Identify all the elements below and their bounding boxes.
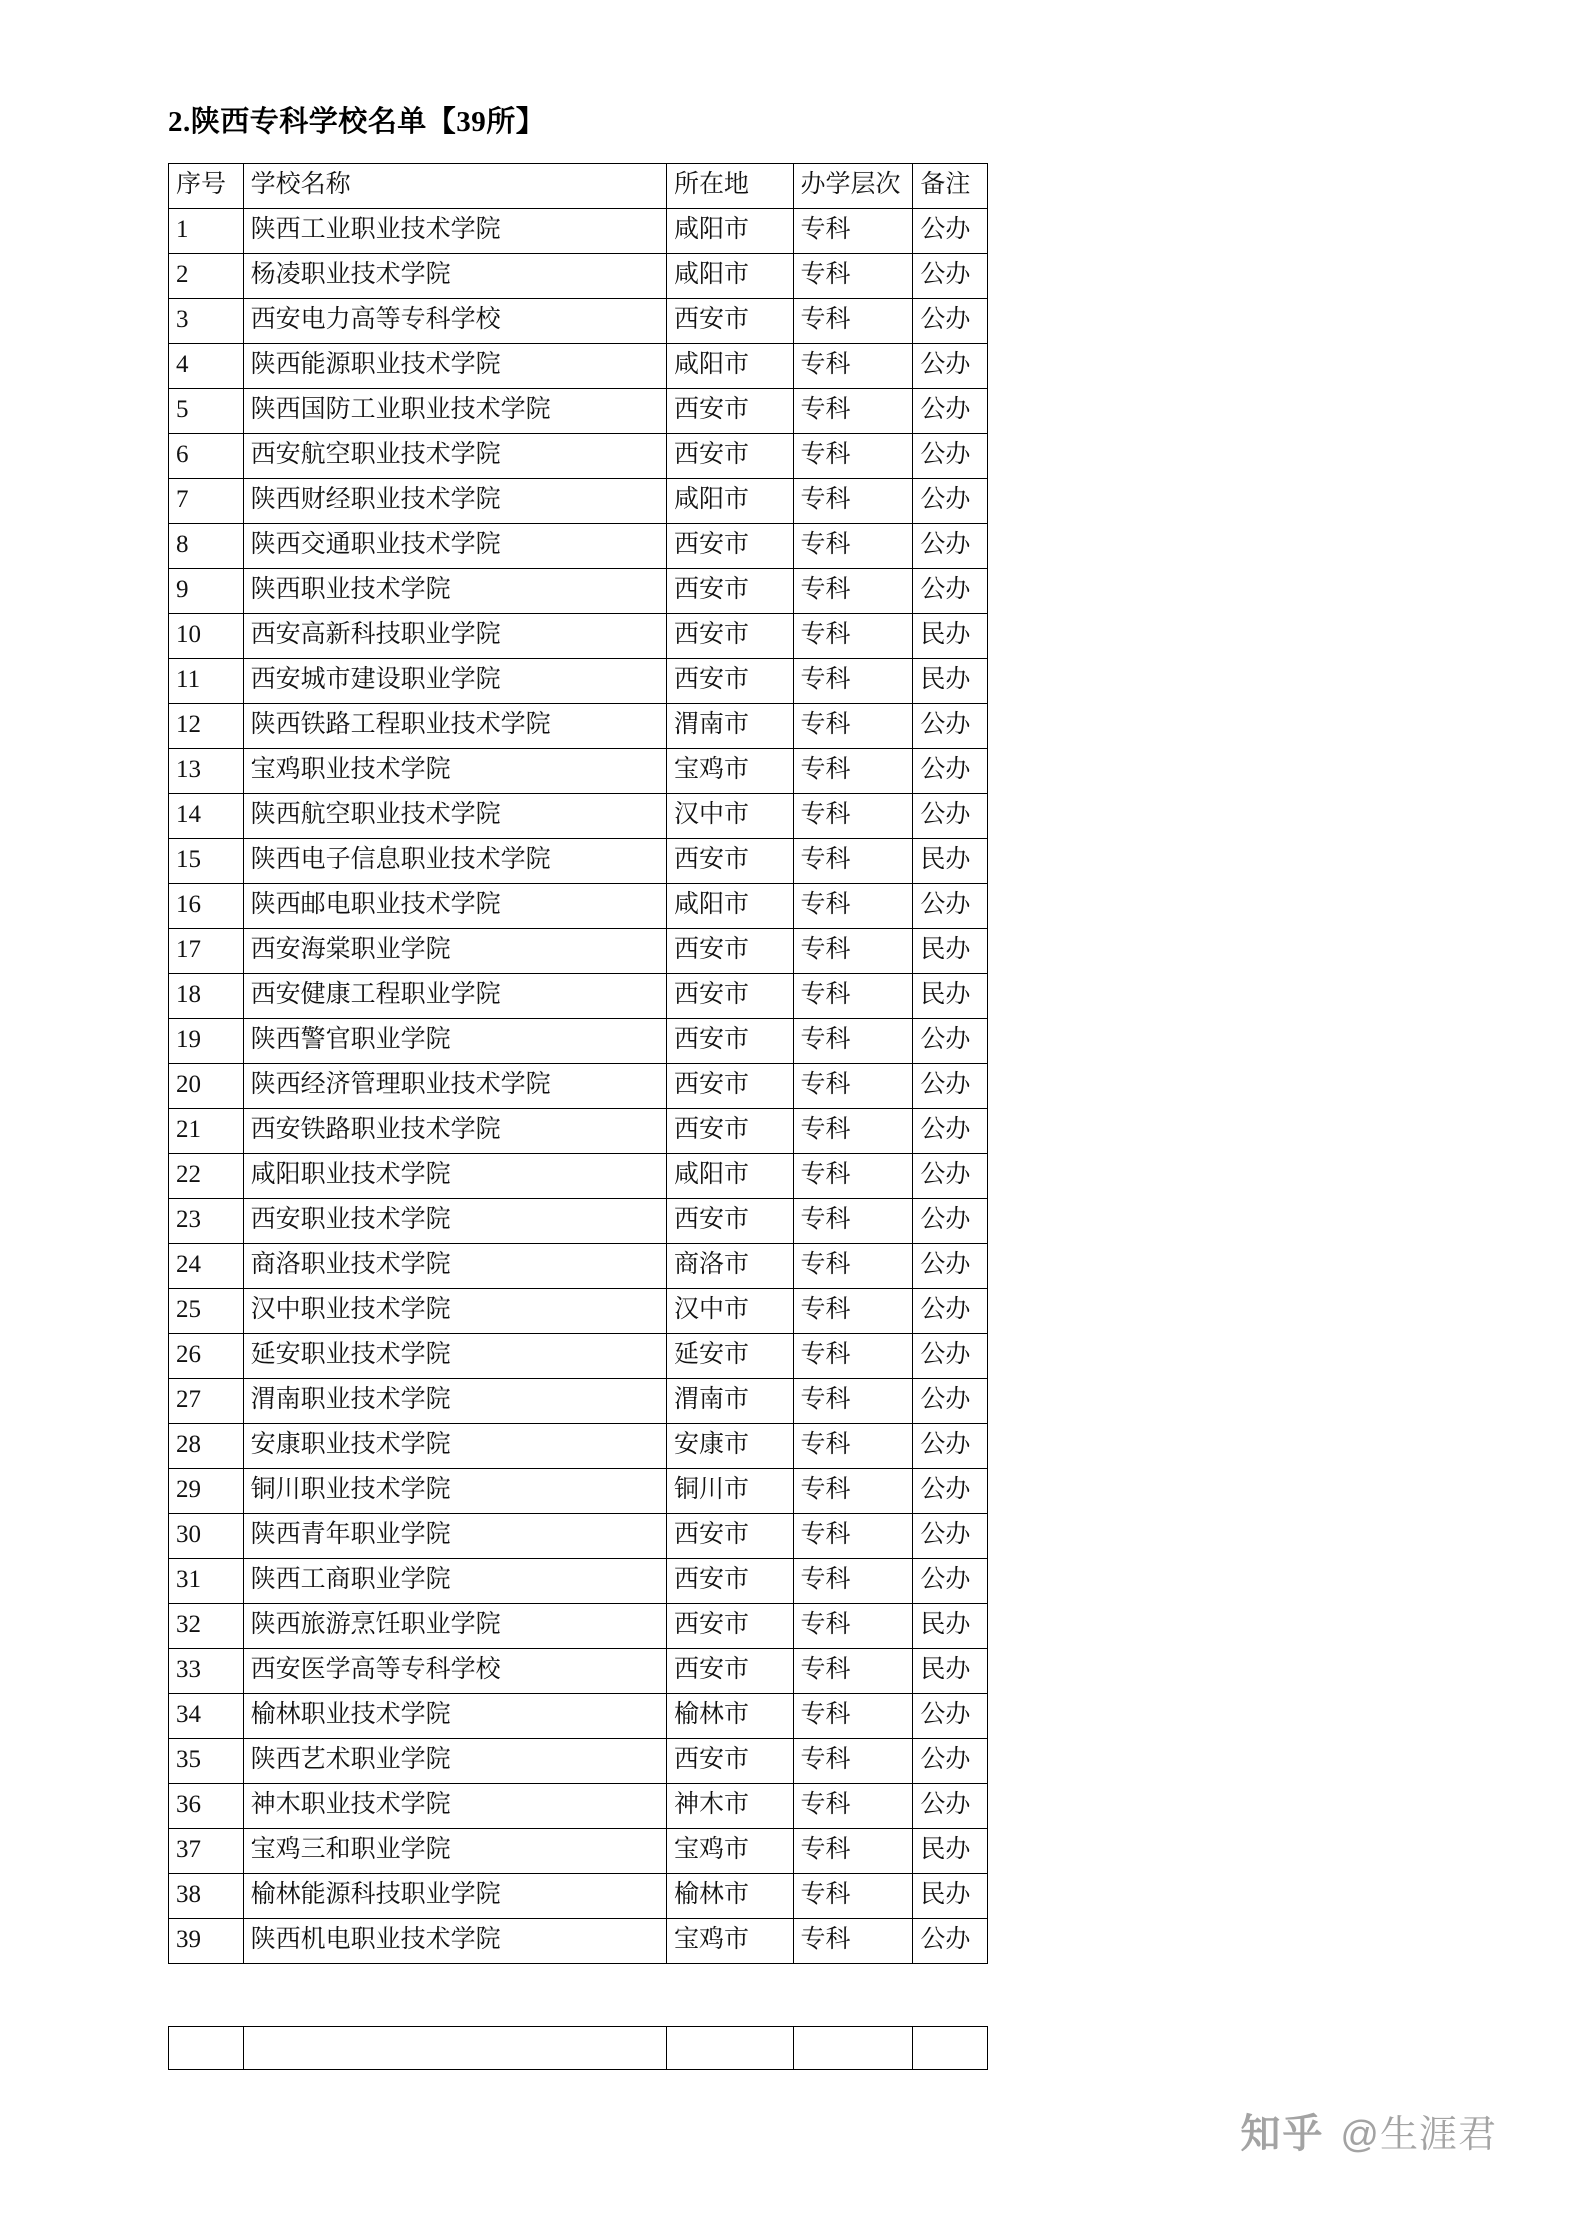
cell-city: 延安市 [667, 1334, 794, 1379]
cell-level: 专科 [793, 1739, 913, 1784]
column-header-note: 备注 [913, 164, 988, 209]
cell-level: 专科 [793, 1919, 913, 1964]
cell-index: 33 [169, 1649, 244, 1694]
cell-note: 民办 [913, 614, 988, 659]
cell-city: 汉中市 [667, 794, 794, 839]
cell-school-name: 西安海棠职业学院 [243, 929, 666, 974]
table-row [169, 1514, 988, 1559]
cell-city: 汉中市 [667, 1289, 794, 1334]
cell-school-name: 陕西交通职业技术学院 [243, 524, 666, 569]
cell-note: 公办 [913, 749, 988, 794]
cell-index: 29 [169, 1469, 244, 1514]
cell-index: 18 [169, 974, 244, 1019]
cell-note: 公办 [913, 479, 988, 524]
cell-index: 1 [169, 209, 244, 254]
cell-city: 咸阳市 [667, 479, 794, 524]
cell-city: 西安市 [667, 839, 794, 884]
cell-note: 公办 [913, 1154, 988, 1199]
cell-school-name: 宝鸡三和职业学院 [243, 1829, 666, 1874]
cell-city: 西安市 [667, 1739, 794, 1784]
cell-school-name: 杨凌职业技术学院 [243, 254, 666, 299]
table-row [169, 1784, 988, 1829]
cell-level: 专科 [793, 524, 913, 569]
schools-table-container [168, 163, 988, 1964]
cell-note: 民办 [913, 1649, 988, 1694]
cell-city: 榆林市 [667, 1694, 794, 1739]
table-row [169, 1244, 988, 1289]
cell-index: 32 [169, 1604, 244, 1649]
column-header-level: 办学层次 [793, 164, 913, 209]
cell-note: 公办 [913, 1289, 988, 1334]
cell-note: 民办 [913, 1604, 988, 1649]
cell-level: 专科 [793, 974, 913, 1019]
cell-note: 民办 [913, 974, 988, 1019]
table-row [169, 1559, 988, 1604]
cell-level: 专科 [793, 1559, 913, 1604]
cell-note: 公办 [913, 1424, 988, 1469]
table-row [169, 1019, 988, 1064]
cell-index: 34 [169, 1694, 244, 1739]
cell-city: 西安市 [667, 1109, 794, 1154]
cell-city: 西安市 [667, 1649, 794, 1694]
cell-school-name: 陕西机电职业技术学院 [243, 1919, 666, 1964]
cell-note: 公办 [913, 1019, 988, 1064]
cell-city: 咸阳市 [667, 209, 794, 254]
cell-level: 专科 [793, 749, 913, 794]
table-row [169, 524, 988, 569]
schools-table [168, 163, 988, 1964]
cell-city: 渭南市 [667, 704, 794, 749]
table-row [169, 299, 988, 344]
cell-city: 西安市 [667, 434, 794, 479]
cell-note: 公办 [913, 299, 988, 344]
cell-school-name: 陕西能源职业技术学院 [243, 344, 666, 389]
cell-city: 咸阳市 [667, 884, 794, 929]
cell-index: 35 [169, 1739, 244, 1784]
column-header-name: 学校名称 [243, 164, 666, 209]
cell-school-name: 西安航空职业技术学院 [243, 434, 666, 479]
cell-city: 咸阳市 [667, 344, 794, 389]
zhihu-logo: 知乎 [1240, 2112, 1325, 2156]
cell-city: 宝鸡市 [667, 1919, 794, 1964]
cell-city: 西安市 [667, 569, 794, 614]
cell-note: 公办 [913, 209, 988, 254]
cell-level: 专科 [793, 299, 913, 344]
cell-school-name: 陕西工业职业技术学院 [243, 209, 666, 254]
cell-level: 专科 [793, 389, 913, 434]
cell-note: 公办 [913, 1064, 988, 1109]
cell-index: 38 [169, 1874, 244, 1919]
table-row [169, 254, 988, 299]
cell-school-name: 陕西电子信息职业技术学院 [243, 839, 666, 884]
empty-cell-index [169, 2027, 244, 2070]
cell-note: 公办 [913, 884, 988, 929]
cell-index: 28 [169, 1424, 244, 1469]
cell-note: 公办 [913, 1919, 988, 1964]
cell-level: 专科 [793, 704, 913, 749]
cell-city: 西安市 [667, 1199, 794, 1244]
cell-index: 25 [169, 1289, 244, 1334]
cell-city: 西安市 [667, 974, 794, 1019]
cell-city: 西安市 [667, 929, 794, 974]
cell-note: 公办 [913, 1244, 988, 1289]
empty-cell-city [667, 2027, 794, 2070]
cell-note: 公办 [913, 344, 988, 389]
cell-city: 西安市 [667, 659, 794, 704]
cell-level: 专科 [793, 434, 913, 479]
cell-level: 专科 [793, 1514, 913, 1559]
cell-index: 24 [169, 1244, 244, 1289]
cell-school-name: 陕西经济管理职业技术学院 [243, 1064, 666, 1109]
cell-note: 公办 [913, 1514, 988, 1559]
cell-note: 公办 [913, 1739, 988, 1784]
cell-level: 专科 [793, 344, 913, 389]
cell-school-name: 渭南职业技术学院 [243, 1379, 666, 1424]
cell-school-name: 陕西职业技术学院 [243, 569, 666, 614]
empty-cell-name [243, 2027, 666, 2070]
table-row [169, 704, 988, 749]
cell-school-name: 商洛职业技术学院 [243, 1244, 666, 1289]
cell-index: 14 [169, 794, 244, 839]
cell-city: 西安市 [667, 1604, 794, 1649]
cell-school-name: 延安职业技术学院 [243, 1334, 666, 1379]
cell-city: 宝鸡市 [667, 1829, 794, 1874]
table-row [169, 1379, 988, 1424]
cell-note: 公办 [913, 569, 988, 614]
cell-school-name: 榆林能源科技职业学院 [243, 1874, 666, 1919]
cell-note: 民办 [913, 929, 988, 974]
column-header-index: 序号 [169, 164, 244, 209]
cell-note: 公办 [913, 254, 988, 299]
cell-level: 专科 [793, 1289, 913, 1334]
cell-city: 咸阳市 [667, 254, 794, 299]
cell-level: 专科 [793, 929, 913, 974]
table-row [169, 1919, 988, 1964]
page-title: 2.陕西专科学校名单【39所】 [168, 106, 546, 138]
cell-school-name: 西安城市建设职业学院 [243, 659, 666, 704]
table-row [169, 659, 988, 704]
table-row [169, 614, 988, 659]
cell-city: 西安市 [667, 524, 794, 569]
cell-level: 专科 [793, 1874, 913, 1919]
cell-index: 11 [169, 659, 244, 704]
cell-index: 15 [169, 839, 244, 884]
cell-school-name: 西安医学高等专科学校 [243, 1649, 666, 1694]
table-row [169, 929, 988, 974]
cell-level: 专科 [793, 659, 913, 704]
cell-school-name: 铜川职业技术学院 [243, 1469, 666, 1514]
cell-level: 专科 [793, 1334, 913, 1379]
cell-school-name: 榆林职业技术学院 [243, 1694, 666, 1739]
cell-level: 专科 [793, 1469, 913, 1514]
cell-school-name: 汉中职业技术学院 [243, 1289, 666, 1334]
cell-index: 2 [169, 254, 244, 299]
cell-index: 3 [169, 299, 244, 344]
cell-city: 西安市 [667, 1064, 794, 1109]
cell-school-name: 西安铁路职业技术学院 [243, 1109, 666, 1154]
cell-level: 专科 [793, 1244, 913, 1289]
table-row [169, 1109, 988, 1154]
table-row [169, 1334, 988, 1379]
cell-school-name: 西安电力高等专科学校 [243, 299, 666, 344]
cell-city: 西安市 [667, 389, 794, 434]
table-row [169, 1874, 988, 1919]
watermark [1240, 2102, 1497, 2159]
table-row [169, 1469, 988, 1514]
cell-level: 专科 [793, 569, 913, 614]
column-header-city: 所在地 [667, 164, 794, 209]
table-body [169, 209, 988, 1964]
cell-index: 30 [169, 1514, 244, 1559]
cell-school-name: 西安职业技术学院 [243, 1199, 666, 1244]
cell-note: 公办 [913, 704, 988, 749]
cell-level: 专科 [793, 479, 913, 524]
cell-school-name: 安康职业技术学院 [243, 1424, 666, 1469]
cell-index: 31 [169, 1559, 244, 1604]
cell-city: 西安市 [667, 614, 794, 659]
cell-school-name: 咸阳职业技术学院 [243, 1154, 666, 1199]
table-header [169, 164, 988, 209]
cell-city: 宝鸡市 [667, 749, 794, 794]
cell-school-name: 宝鸡职业技术学院 [243, 749, 666, 794]
cell-note: 公办 [913, 1379, 988, 1424]
table-row [169, 974, 988, 1019]
empty-trailing-table-container [168, 2026, 988, 2070]
cell-note: 公办 [913, 1199, 988, 1244]
cell-level: 专科 [793, 209, 913, 254]
table-row [169, 839, 988, 884]
cell-school-name: 陕西工商职业学院 [243, 1559, 666, 1604]
table-row [169, 1424, 988, 1469]
cell-school-name: 陕西旅游烹饪职业学院 [243, 1604, 666, 1649]
cell-note: 民办 [913, 1829, 988, 1874]
table-row [169, 884, 988, 929]
cell-level: 专科 [793, 1064, 913, 1109]
cell-index: 12 [169, 704, 244, 749]
cell-level: 专科 [793, 1829, 913, 1874]
cell-level: 专科 [793, 1694, 913, 1739]
table-row [169, 1604, 988, 1649]
cell-city: 商洛市 [667, 1244, 794, 1289]
cell-level: 专科 [793, 614, 913, 659]
cell-city: 西安市 [667, 299, 794, 344]
cell-school-name: 陕西国防工业职业技术学院 [243, 389, 666, 434]
cell-level: 专科 [793, 1784, 913, 1829]
cell-note: 公办 [913, 1694, 988, 1739]
cell-level: 专科 [793, 1424, 913, 1469]
cell-note: 公办 [913, 434, 988, 479]
cell-school-name: 陕西铁路工程职业技术学院 [243, 704, 666, 749]
cell-index: 16 [169, 884, 244, 929]
cell-note: 民办 [913, 839, 988, 884]
cell-index: 21 [169, 1109, 244, 1154]
cell-note: 民办 [913, 659, 988, 704]
table-row [169, 749, 988, 794]
cell-index: 36 [169, 1784, 244, 1829]
cell-note: 民办 [913, 1874, 988, 1919]
table-row [169, 389, 988, 434]
cell-index: 26 [169, 1334, 244, 1379]
empty-cell-level [793, 2027, 913, 2070]
cell-school-name: 西安高新科技职业学院 [243, 614, 666, 659]
empty-cell-note [913, 2027, 988, 2070]
table-row [169, 1649, 988, 1694]
table-row [169, 1739, 988, 1784]
cell-school-name: 陕西邮电职业技术学院 [243, 884, 666, 929]
cell-city: 西安市 [667, 1019, 794, 1064]
cell-note: 公办 [913, 794, 988, 839]
table-row [169, 209, 988, 254]
cell-city: 西安市 [667, 1514, 794, 1559]
cell-school-name: 神木职业技术学院 [243, 1784, 666, 1829]
table-row [169, 479, 988, 524]
table-row [169, 1064, 988, 1109]
empty-trailing-table [168, 2026, 988, 2070]
cell-level: 专科 [793, 839, 913, 884]
cell-index: 19 [169, 1019, 244, 1064]
cell-city: 渭南市 [667, 1379, 794, 1424]
table-header-row [169, 164, 988, 209]
cell-index: 6 [169, 434, 244, 479]
cell-level: 专科 [793, 1019, 913, 1064]
cell-note: 公办 [913, 1469, 988, 1514]
table-row [169, 434, 988, 479]
table-row [169, 1694, 988, 1739]
cell-level: 专科 [793, 1154, 913, 1199]
cell-school-name: 陕西艺术职业学院 [243, 1739, 666, 1784]
cell-note: 公办 [913, 1334, 988, 1379]
cell-level: 专科 [793, 794, 913, 839]
cell-city: 咸阳市 [667, 1154, 794, 1199]
cell-level: 专科 [793, 1379, 913, 1424]
cell-index: 39 [169, 1919, 244, 1964]
cell-index: 7 [169, 479, 244, 524]
cell-city: 西安市 [667, 1559, 794, 1604]
empty-row [169, 2027, 988, 2070]
cell-level: 专科 [793, 1109, 913, 1154]
cell-level: 专科 [793, 1604, 913, 1649]
cell-index: 23 [169, 1199, 244, 1244]
watermark-handle: @生涯君 [1340, 2114, 1497, 2156]
cell-city: 安康市 [667, 1424, 794, 1469]
cell-school-name: 陕西航空职业技术学院 [243, 794, 666, 839]
table-row [169, 1154, 988, 1199]
cell-city: 榆林市 [667, 1874, 794, 1919]
cell-school-name: 陕西青年职业学院 [243, 1514, 666, 1559]
cell-note: 公办 [913, 1109, 988, 1154]
cell-index: 5 [169, 389, 244, 434]
cell-school-name: 陕西警官职业学院 [243, 1019, 666, 1064]
cell-index: 22 [169, 1154, 244, 1199]
cell-index: 8 [169, 524, 244, 569]
cell-index: 37 [169, 1829, 244, 1874]
cell-index: 13 [169, 749, 244, 794]
cell-index: 20 [169, 1064, 244, 1109]
cell-level: 专科 [793, 1649, 913, 1694]
table-row [169, 1829, 988, 1874]
cell-school-name: 西安健康工程职业学院 [243, 974, 666, 1019]
cell-city: 铜川市 [667, 1469, 794, 1514]
table-row [169, 1289, 988, 1334]
cell-note: 公办 [913, 1784, 988, 1829]
table-row [169, 794, 988, 839]
cell-note: 公办 [913, 389, 988, 434]
cell-city: 神木市 [667, 1784, 794, 1829]
cell-level: 专科 [793, 884, 913, 929]
cell-index: 17 [169, 929, 244, 974]
cell-index: 10 [169, 614, 244, 659]
cell-index: 27 [169, 1379, 244, 1424]
cell-note: 公办 [913, 1559, 988, 1604]
cell-index: 9 [169, 569, 244, 614]
table-row [169, 1199, 988, 1244]
cell-school-name: 陕西财经职业技术学院 [243, 479, 666, 524]
cell-note: 公办 [913, 524, 988, 569]
cell-index: 4 [169, 344, 244, 389]
cell-level: 专科 [793, 1199, 913, 1244]
table-row [169, 344, 988, 389]
table-row [169, 569, 988, 614]
cell-level: 专科 [793, 254, 913, 299]
